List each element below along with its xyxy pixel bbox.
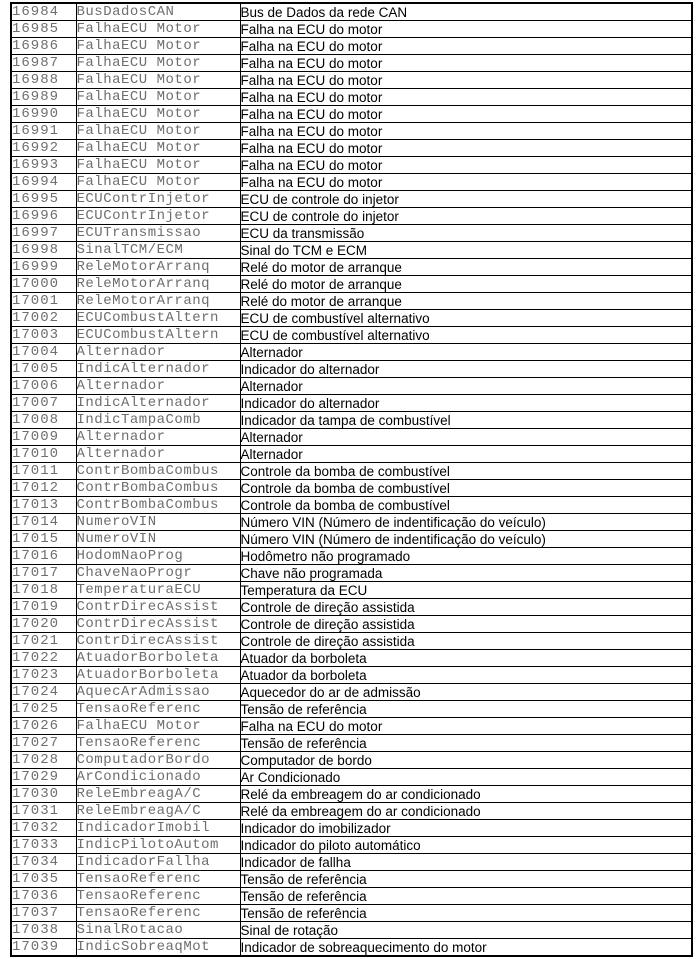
cell-fault-description: ECU da transmissão: [240, 225, 692, 242]
cell-fault-id: 16989: [11, 89, 76, 106]
table-row: [11, 463, 692, 480]
cell-fault-id: 17020: [11, 616, 76, 633]
cell-fault-description: Indicador do piloto automático: [240, 837, 692, 854]
table-row: [11, 718, 692, 735]
cell-fault-code: FalhaECU Motor: [76, 21, 240, 38]
table-row: [11, 871, 692, 888]
table-row: [11, 786, 692, 803]
cell-fault-code: ContrBombaCombus: [76, 463, 240, 480]
table-row: [11, 38, 692, 55]
cell-fault-description: Indicador de sobreaquecimento do motor: [240, 939, 692, 957]
cell-fault-id: 16998: [11, 242, 76, 259]
cell-fault-code: ChaveNaoProgr: [76, 565, 240, 582]
table-row: [11, 123, 692, 140]
table-row: [11, 174, 692, 191]
cell-fault-code: TemperaturaECU: [76, 582, 240, 599]
cell-fault-code: ContrBombaCombus: [76, 497, 240, 514]
cell-fault-id: 17008: [11, 412, 76, 429]
cell-fault-description: Alternador: [240, 378, 692, 395]
table-row: [11, 497, 692, 514]
cell-fault-code: NumeroVIN: [76, 531, 240, 548]
cell-fault-id: 16991: [11, 123, 76, 140]
cell-fault-id: 17019: [11, 599, 76, 616]
cell-fault-description: Falha na ECU do motor: [240, 123, 692, 140]
table-row: [11, 684, 692, 701]
cell-fault-description: Falha na ECU do motor: [240, 140, 692, 157]
table-row: [11, 3, 692, 21]
cell-fault-code: IndicadorImobil: [76, 820, 240, 837]
cell-fault-code: FalhaECU Motor: [76, 157, 240, 174]
cell-fault-code: ContrDirecAssist: [76, 616, 240, 633]
cell-fault-id: 17026: [11, 718, 76, 735]
cell-fault-description: Falha na ECU do motor: [240, 174, 692, 191]
cell-fault-id: 17022: [11, 650, 76, 667]
cell-fault-code: TensaoReferenc: [76, 905, 240, 922]
cell-fault-code: ReleEmbreagA/C: [76, 803, 240, 820]
table-row: [11, 633, 692, 650]
table-row: [11, 905, 692, 922]
cell-fault-id: 17038: [11, 922, 76, 939]
cell-fault-code: ReleEmbreagA/C: [76, 786, 240, 803]
table-row: [11, 21, 692, 38]
table-row: [11, 429, 692, 446]
cell-fault-description: ECU de controle do injetor: [240, 191, 692, 208]
cell-fault-description: Indicador do imobilizador: [240, 820, 692, 837]
cell-fault-code: ReleMotorArranq: [76, 293, 240, 310]
cell-fault-id: 17036: [11, 888, 76, 905]
cell-fault-id: 16988: [11, 72, 76, 89]
cell-fault-id: 17037: [11, 905, 76, 922]
cell-fault-id: 16999: [11, 259, 76, 276]
cell-fault-id: 17012: [11, 480, 76, 497]
table-row: [11, 55, 692, 72]
cell-fault-id: 17032: [11, 820, 76, 837]
cell-fault-id: 16985: [11, 21, 76, 38]
cell-fault-description: Falha na ECU do motor: [240, 72, 692, 89]
cell-fault-id: 17029: [11, 769, 76, 786]
table-row: [11, 582, 692, 599]
table-row: [11, 514, 692, 531]
cell-fault-id: 16990: [11, 106, 76, 123]
cell-fault-description: Relé da embreagem do ar condicionado: [240, 786, 692, 803]
cell-fault-description: Falha na ECU do motor: [240, 89, 692, 106]
cell-fault-id: 17031: [11, 803, 76, 820]
cell-fault-id: 16992: [11, 140, 76, 157]
cell-fault-code: FalhaECU Motor: [76, 106, 240, 123]
cell-fault-description: Falha na ECU do motor: [240, 718, 692, 735]
table-row: [11, 667, 692, 684]
cell-fault-description: Tensão de referência: [240, 888, 692, 905]
cell-fault-description: Controle de direção assistida: [240, 616, 692, 633]
cell-fault-description: Atuador da borboleta: [240, 667, 692, 684]
cell-fault-id: 17009: [11, 429, 76, 446]
cell-fault-code: TensaoReferenc: [76, 871, 240, 888]
table-body: [11, 3, 692, 956]
table-row: [11, 361, 692, 378]
cell-fault-id: 17033: [11, 837, 76, 854]
cell-fault-code: ComputadorBordo: [76, 752, 240, 769]
cell-fault-code: ECUCombustAltern: [76, 310, 240, 327]
cell-fault-description: Chave não programada: [240, 565, 692, 582]
table-row: [11, 735, 692, 752]
table-row: [11, 820, 692, 837]
cell-fault-code: SinalTCM/ECM: [76, 242, 240, 259]
cell-fault-description: Alternador: [240, 344, 692, 361]
table-row: [11, 616, 692, 633]
table-row: [11, 310, 692, 327]
table-row: [11, 701, 692, 718]
table-row: [11, 157, 692, 174]
cell-fault-description: Hodômetro não programado: [240, 548, 692, 565]
table-row: [11, 769, 692, 786]
table-row: [11, 344, 692, 361]
cell-fault-code: AtuadorBorboleta: [76, 650, 240, 667]
table-row: [11, 140, 692, 157]
cell-fault-description: Bus de Dados da rede CAN: [240, 3, 692, 21]
cell-fault-id: 16993: [11, 157, 76, 174]
cell-fault-code: ContrDirecAssist: [76, 599, 240, 616]
cell-fault-code: TensaoReferenc: [76, 888, 240, 905]
table-row: [11, 888, 692, 905]
cell-fault-id: 17005: [11, 361, 76, 378]
cell-fault-code: IndicSobreaqMot: [76, 939, 240, 957]
table-row: [11, 242, 692, 259]
cell-fault-id: 17003: [11, 327, 76, 344]
cell-fault-description: Número VIN (Número de indentificação do veículo): [240, 531, 692, 548]
table-row: [11, 106, 692, 123]
cell-fault-code: IndicTampaComb: [76, 412, 240, 429]
cell-fault-description: Controle da bomba de combustível: [240, 497, 692, 514]
cell-fault-description: Indicador do alternador: [240, 395, 692, 412]
cell-fault-code: IndicAlternador: [76, 395, 240, 412]
cell-fault-description: Falha na ECU do motor: [240, 21, 692, 38]
cell-fault-description: Indicador do alternador: [240, 361, 692, 378]
cell-fault-code: NumeroVIN: [76, 514, 240, 531]
cell-fault-id: 16995: [11, 191, 76, 208]
cell-fault-code: AtuadorBorboleta: [76, 667, 240, 684]
table-row: [11, 293, 692, 310]
cell-fault-id: 17018: [11, 582, 76, 599]
table-row: [11, 276, 692, 293]
cell-fault-description: Tensão de referência: [240, 871, 692, 888]
cell-fault-description: Controle de direção assistida: [240, 633, 692, 650]
cell-fault-code: Alternador: [76, 378, 240, 395]
table-row: [11, 327, 692, 344]
cell-fault-code: SinalRotacao: [76, 922, 240, 939]
cell-fault-description: Controle da bomba de combustível: [240, 480, 692, 497]
cell-fault-code: ReleMotorArranq: [76, 259, 240, 276]
cell-fault-id: 17016: [11, 548, 76, 565]
cell-fault-code: TensaoReferenc: [76, 735, 240, 752]
cell-fault-description: Indicador de fallha: [240, 854, 692, 871]
cell-fault-description: Ar Condicionado: [240, 769, 692, 786]
cell-fault-description: ECU de combustível alternativo: [240, 310, 692, 327]
table-row: [11, 72, 692, 89]
cell-fault-id: 17010: [11, 446, 76, 463]
fault-code-table: [10, 2, 693, 957]
cell-fault-description: Número VIN (Número de indentificação do veículo): [240, 514, 692, 531]
table-row: [11, 208, 692, 225]
table-row: [11, 225, 692, 242]
cell-fault-id: 17011: [11, 463, 76, 480]
cell-fault-description: Falha na ECU do motor: [240, 106, 692, 123]
table-row: [11, 922, 692, 939]
cell-fault-id: 17015: [11, 531, 76, 548]
table-row: [11, 854, 692, 871]
cell-fault-description: Falha na ECU do motor: [240, 157, 692, 174]
cell-fault-description: Relé do motor de arranque: [240, 259, 692, 276]
cell-fault-id: 16986: [11, 38, 76, 55]
cell-fault-code: FalhaECU Motor: [76, 89, 240, 106]
cell-fault-code: ECUContrInjetor: [76, 191, 240, 208]
cell-fault-id: 17001: [11, 293, 76, 310]
cell-fault-code: IndicPilotoAutom: [76, 837, 240, 854]
table-row: [11, 412, 692, 429]
cell-fault-code: FalhaECU Motor: [76, 174, 240, 191]
cell-fault-description: Alternador: [240, 429, 692, 446]
cell-fault-code: FalhaECU Motor: [76, 38, 240, 55]
cell-fault-id: 16987: [11, 55, 76, 72]
cell-fault-description: Aquecedor do ar de admissão: [240, 684, 692, 701]
cell-fault-description: Alternador: [240, 446, 692, 463]
cell-fault-code: IndicadorFallha: [76, 854, 240, 871]
table-row: [11, 548, 692, 565]
cell-fault-id: 17013: [11, 497, 76, 514]
cell-fault-description: Falha na ECU do motor: [240, 55, 692, 72]
cell-fault-code: TensaoReferenc: [76, 701, 240, 718]
cell-fault-code: FalhaECU Motor: [76, 72, 240, 89]
cell-fault-id: 17025: [11, 701, 76, 718]
cell-fault-code: ECUContrInjetor: [76, 208, 240, 225]
cell-fault-description: Tensão de referência: [240, 701, 692, 718]
table-row: [11, 599, 692, 616]
table-row: [11, 531, 692, 548]
cell-fault-code: HodomNaoProg: [76, 548, 240, 565]
cell-fault-id: 17035: [11, 871, 76, 888]
cell-fault-code: ECUCombustAltern: [76, 327, 240, 344]
cell-fault-description: Temperatura da ECU: [240, 582, 692, 599]
cell-fault-id: 17030: [11, 786, 76, 803]
cell-fault-description: Tensão de referência: [240, 735, 692, 752]
cell-fault-id: 16994: [11, 174, 76, 191]
cell-fault-description: Tensão de referência: [240, 905, 692, 922]
cell-fault-id: 17039: [11, 939, 76, 957]
table-row: [11, 837, 692, 854]
cell-fault-id: 17027: [11, 735, 76, 752]
cell-fault-id: 17004: [11, 344, 76, 361]
table-row: [11, 89, 692, 106]
cell-fault-id: 17006: [11, 378, 76, 395]
cell-fault-code: AquecArAdmissao: [76, 684, 240, 701]
cell-fault-description: Computador de bordo: [240, 752, 692, 769]
table-row: [11, 803, 692, 820]
cell-fault-code: FalhaECU Motor: [76, 55, 240, 72]
cell-fault-id: 16984: [11, 3, 76, 21]
cell-fault-code: FalhaECU Motor: [76, 718, 240, 735]
cell-fault-description: Indicador da tampa de combustível: [240, 412, 692, 429]
cell-fault-code: ContrBombaCombus: [76, 480, 240, 497]
cell-fault-code: ECUTransmissao: [76, 225, 240, 242]
cell-fault-id: 17028: [11, 752, 76, 769]
cell-fault-id: 17017: [11, 565, 76, 582]
table-row: [11, 939, 692, 957]
cell-fault-description: ECU de combustível alternativo: [240, 327, 692, 344]
cell-fault-id: 16997: [11, 225, 76, 242]
cell-fault-description: Relé do motor de arranque: [240, 293, 692, 310]
table-row: [11, 650, 692, 667]
table-row: [11, 752, 692, 769]
cell-fault-code: Alternador: [76, 446, 240, 463]
table-row: [11, 446, 692, 463]
table-row: [11, 480, 692, 497]
cell-fault-id: 17007: [11, 395, 76, 412]
cell-fault-code: FalhaECU Motor: [76, 140, 240, 157]
cell-fault-description: Controle de direção assistida: [240, 599, 692, 616]
cell-fault-code: ReleMotorArranq: [76, 276, 240, 293]
table-row: [11, 191, 692, 208]
cell-fault-code: ArCondicionado: [76, 769, 240, 786]
cell-fault-code: IndicAlternador: [76, 361, 240, 378]
cell-fault-code: BusDadosCAN: [76, 3, 240, 21]
cell-fault-code: ContrDirecAssist: [76, 633, 240, 650]
cell-fault-code: FalhaECU Motor: [76, 123, 240, 140]
cell-fault-description: Atuador da borboleta: [240, 650, 692, 667]
table-row: [11, 259, 692, 276]
cell-fault-id: 16996: [11, 208, 76, 225]
table-row: [11, 395, 692, 412]
cell-fault-id: 17014: [11, 514, 76, 531]
cell-fault-id: 17024: [11, 684, 76, 701]
cell-fault-description: Relé da embreagem do ar condicionado: [240, 803, 692, 820]
cell-fault-description: Sinal do TCM e ECM: [240, 242, 692, 259]
cell-fault-description: ECU de controle do injetor: [240, 208, 692, 225]
cell-fault-id: 17021: [11, 633, 76, 650]
cell-fault-id: 17000: [11, 276, 76, 293]
cell-fault-description: Relé do motor de arranque: [240, 276, 692, 293]
cell-fault-id: 17002: [11, 310, 76, 327]
cell-fault-id: 17034: [11, 854, 76, 871]
table-row: [11, 378, 692, 395]
table-row: [11, 565, 692, 582]
cell-fault-description: Sinal de rotação: [240, 922, 692, 939]
cell-fault-code: Alternador: [76, 344, 240, 361]
cell-fault-code: Alternador: [76, 429, 240, 446]
cell-fault-description: Falha na ECU do motor: [240, 38, 692, 55]
cell-fault-description: Controle da bomba de combustível: [240, 463, 692, 480]
cell-fault-id: 17023: [11, 667, 76, 684]
